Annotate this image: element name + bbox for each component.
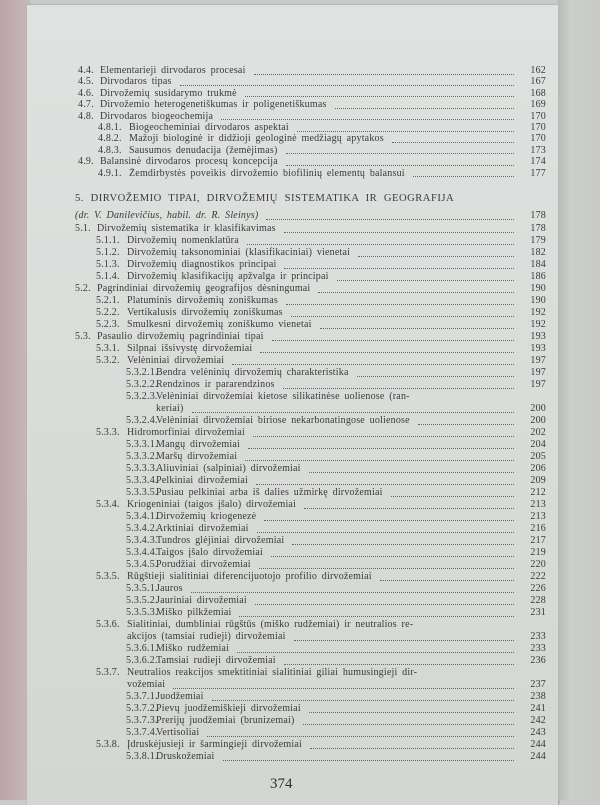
toc-entry-page: 233	[530, 630, 546, 642]
toc-entry-continuation	[127, 679, 546, 691]
toc-entry-title: Aliuviniai (salpiniai) dirvožemiai	[156, 462, 301, 474]
toc-entry	[126, 607, 546, 619]
toc-entry-page: 167	[530, 76, 546, 88]
toc-entry-title: Sialitiniai, dumbliniai rūgštūs (miško rudžemiai) ir neutralios re-	[127, 618, 414, 630]
dot-leader	[253, 435, 514, 437]
dot-leader	[304, 507, 514, 509]
toc-entry	[78, 99, 546, 110]
toc-entry-number: 5.3.3.3.	[126, 462, 158, 474]
toc-entry	[96, 271, 546, 283]
toc-entry	[126, 523, 546, 535]
toc-entry-title-continuation: keriai)	[156, 402, 184, 414]
toc-entry-title: Sausumos denudacija (žemėjimas)	[129, 144, 278, 156]
dot-leader	[180, 84, 514, 86]
toc-entry-number: 5.3.5.1.	[126, 582, 158, 594]
toc-entry-title: Kriogeniniai (taigos įšalo) dirvožemiai	[127, 498, 297, 510]
toc-entry	[126, 475, 546, 487]
toc-entry-title: Hidromorfiniai dirvožemiai	[127, 426, 246, 438]
toc-entry-title: Dirvodaros tipas	[100, 76, 172, 88]
toc-entry-page: 212	[530, 486, 546, 498]
toc-entry	[75, 331, 546, 343]
toc-entry-title: Tamsiai rudieji dirvožemiai	[156, 654, 276, 666]
toc-entry-title: Platuminis dirvožemių zoniškumas	[127, 294, 278, 306]
toc-entry-page: 179	[530, 234, 546, 246]
toc-entry-title: Pievų juodžemiškieji dirvožemiai	[156, 702, 301, 714]
toc-entry-title: Druskožemiai	[156, 750, 215, 762]
toc-entry	[96, 307, 546, 319]
dot-leader	[303, 723, 515, 725]
section-5-entries	[0, 223, 600, 763]
toc-entry-page: 206	[530, 462, 546, 474]
toc-entry-page: 226	[530, 582, 546, 594]
chapter-authors-row	[75, 210, 546, 222]
toc-entry-number: 5.3.4.3.	[126, 534, 158, 546]
toc-entry-page: 205	[530, 450, 546, 462]
toc-entry-page: 162	[530, 65, 546, 76]
toc-entry-number: 5.3.4.1.	[126, 510, 158, 522]
toc-entry-number: 5.2.	[75, 282, 91, 294]
toc-entry-number: 5.1.2.	[96, 246, 120, 258]
dot-leader	[192, 411, 515, 413]
toc-entry	[75, 283, 546, 295]
toc-entry-number: 5.3.1.	[96, 342, 120, 354]
toc-entry	[126, 583, 546, 595]
toc-entry-title: Pasaulio dirvožemių pagrindiniai tipai	[97, 330, 264, 342]
toc-entry-title: Vertisoliai	[156, 726, 200, 738]
toc-entry	[96, 295, 546, 307]
toc-entry-page: 193	[530, 342, 546, 354]
dot-leader	[310, 747, 514, 749]
toc-entry-page: 209	[530, 474, 546, 486]
dot-leader	[256, 483, 514, 485]
toc-entry-title: Mangų dirvožemiai	[156, 438, 240, 450]
toc-entry-number: 5.3.2.	[96, 354, 120, 366]
dot-leader	[418, 423, 514, 425]
toc-entry-number: 4.6.	[78, 87, 94, 99]
toc-entry	[126, 367, 546, 379]
toc-entry-page: 197	[530, 378, 546, 390]
toc-entry-title: Rūgštieji sialitiniai diferencijuotojo profilio dirvožemiai	[127, 570, 372, 582]
toc-entry	[96, 571, 546, 583]
toc-entry-page: 170	[530, 121, 546, 133]
toc-entry-title: Neutralios reakcijos smektitiniai sialitiniai giliai humusingieji dir-	[127, 666, 418, 678]
dot-leader	[272, 339, 514, 341]
toc-entry	[96, 427, 546, 439]
toc-entry	[126, 715, 546, 727]
toc-entry-page: 244	[530, 738, 546, 750]
dot-leader	[284, 231, 514, 233]
dot-leader	[309, 471, 514, 473]
toc-entry-number: 5.3.3.5.	[126, 486, 158, 498]
toc-entry-number: 5.3.7.	[96, 666, 120, 678]
toc-entry-title: Įdruskėjusieji ir šarmingieji dirvožemiai	[127, 738, 302, 750]
toc-entry-title: Dirvodaros biogeochemija	[100, 110, 214, 122]
toc-entry-page: 200	[530, 414, 546, 426]
toc-entry-page: 217	[530, 534, 546, 546]
dot-leader	[207, 735, 514, 737]
toc-entry-page: 220	[530, 558, 546, 570]
toc-entry	[126, 451, 546, 463]
toc-entry	[96, 355, 546, 367]
toc-entry-page: 193	[530, 330, 546, 342]
toc-entry	[98, 133, 546, 144]
toc-entry-number: 5.1.1.	[96, 234, 120, 246]
toc-entry	[96, 235, 546, 247]
toc-entry-title: Juodžemiai	[156, 690, 204, 702]
dot-leader	[284, 663, 514, 665]
toc-entry-page: 200	[530, 402, 546, 414]
toc-entry-title: Jauros	[156, 582, 183, 594]
toc-entry-number: 4.8.3.	[98, 144, 122, 156]
dot-leader	[212, 699, 514, 701]
toc-entry-number: 4.7.	[78, 99, 94, 111]
toc-entry-page: 236	[530, 654, 546, 666]
toc-entry-page: 177	[530, 167, 546, 179]
toc-entry-page: 192	[530, 318, 546, 330]
dot-leader	[380, 579, 514, 581]
toc-entry-number: 5.3.5.2.	[126, 594, 158, 606]
toc-entry-number: 4.9.1.	[98, 167, 122, 179]
toc-entry-number: 5.3.7.4.	[126, 726, 158, 738]
toc-entry-title: Vertikalusis dirvožemių zoniškumas	[127, 306, 283, 318]
dot-leader	[286, 164, 514, 166]
toc-entry	[98, 145, 546, 156]
toc-entry-number: 5.1.4.	[96, 270, 120, 282]
toc-entry-title: Prerijų juodžemiai (brunizemai)	[156, 714, 295, 726]
toc-entry	[126, 703, 546, 715]
toc-entry-number: 5.3.6.2.	[126, 654, 158, 666]
dot-leader	[413, 175, 514, 177]
toc-entry	[78, 111, 546, 122]
toc-entry-title: Dirvožemių sistematika ir klasifikavimas	[97, 222, 276, 234]
toc-entry-number: 5.3.2.3.	[126, 390, 158, 402]
toc-entry	[126, 547, 546, 559]
toc-entry	[78, 156, 546, 167]
table-of-contents	[0, 65, 600, 763]
toc-entry-continuation	[156, 403, 546, 415]
toc-entry-title: Miško pilkžemiai	[156, 606, 232, 618]
toc-entry-number: 4.4.	[78, 65, 94, 76]
toc-entry-number: 5.3.7.2.	[126, 702, 158, 714]
toc-entry-title: Pusiau pelkiniai arba iš dalies užmirkę dirvožemiai	[156, 486, 383, 498]
toc-entry-number: 5.3.3.4.	[126, 474, 158, 486]
toc-entry-page: 241	[530, 702, 546, 714]
toc-entry-number: 5.3.6.	[96, 618, 120, 630]
toc-entry-page: 242	[530, 714, 546, 726]
toc-entry-number: 5.3.4.4.	[126, 546, 158, 558]
toc-entry-title: Dirvožemio heterogenetiškumas ir poligenetiškumas	[100, 99, 327, 111]
toc-entry-title: Elementarieji dirvodaros procesai	[100, 65, 246, 76]
toc-entry-number: 5.3.7.3.	[126, 714, 158, 726]
dot-leader	[266, 218, 514, 220]
toc-entry-page: 186	[530, 270, 546, 282]
dot-leader	[318, 291, 514, 293]
toc-entry-number: 5.3.8.1.	[126, 750, 158, 762]
toc-entry-page: 219	[530, 546, 546, 558]
toc-entry	[96, 667, 546, 679]
toc-entry-title: Porudžiai dirvožemiai	[156, 558, 251, 570]
toc-entry-number: 4.8.2.	[98, 133, 122, 145]
toc-entry	[98, 168, 546, 179]
toc-entry-title: Rendzinos ir pararendzinos	[156, 378, 275, 390]
toc-entry-page: 168	[530, 87, 546, 99]
toc-entry-page: 184	[530, 258, 546, 270]
dot-leader	[245, 459, 514, 461]
dot-leader	[271, 555, 514, 557]
toc-entry-title: Dirvožemių taksonominiai (klasifikaciniai) vienetai	[127, 246, 351, 258]
toc-entry	[96, 319, 546, 331]
dot-leader	[358, 255, 514, 257]
toc-entry	[75, 223, 546, 235]
toc-entry-page: 222	[530, 570, 546, 582]
toc-entry-page: 174	[530, 156, 546, 168]
toc-entry-title-continuation: akcijos (tamsiai rudieji) dirvožemiai	[127, 630, 286, 642]
toc-entry-title: Velėniniai dirvožemiai	[127, 354, 225, 366]
dot-leader	[232, 363, 514, 365]
dot-leader	[357, 375, 514, 377]
toc-entry-title: Dirvožemių diagnostikos principai	[127, 258, 277, 270]
toc-entry	[96, 343, 546, 355]
dot-leader	[292, 543, 514, 545]
toc-entry-title: Maršų dirvožemiai	[156, 450, 238, 462]
toc-entry	[78, 76, 546, 87]
toc-entry-number: 5.2.2.	[96, 306, 120, 318]
dot-leader	[320, 327, 514, 329]
toc-entry	[126, 727, 546, 739]
toc-entry-page: 243	[530, 726, 546, 738]
toc-entry	[126, 511, 546, 523]
toc-entry	[126, 751, 546, 763]
toc-entry	[96, 739, 546, 751]
dot-leader	[264, 519, 514, 521]
toc-entry-page: 178	[530, 222, 546, 234]
toc-entry-continuation	[127, 631, 546, 643]
toc-entry-title: Miško rudžemiai	[156, 642, 230, 654]
toc-entry-page: 173	[530, 144, 546, 156]
toc-entry-title: Dirvožemių kriogenezė	[156, 510, 257, 522]
toc-entry-title: Bendra velėninių dirvožemių charakteristika	[156, 366, 349, 378]
dot-leader	[255, 603, 514, 605]
toc-entry-number: 5.3.2.4.	[126, 414, 158, 426]
toc-entry	[126, 415, 546, 427]
toc-entry-number: 5.3.4.5.	[126, 558, 158, 570]
toc-entry-title: Pagrindiniai dirvožemių geografijos dėsningumai	[97, 282, 311, 294]
toc-entry	[126, 535, 546, 547]
toc-entry-number: 4.9.	[78, 156, 94, 168]
toc-entry-title: Dirvožemių susidarymo trukmė	[100, 87, 237, 99]
chapter-heading: 5. DIRVOŽEMIO TIPAI, DIRVOŽEMIŲ SISTEMATIKA IR GEOGRAFIJA	[75, 192, 455, 204]
toc-entry	[96, 499, 546, 511]
toc-entry	[126, 559, 546, 571]
toc-entry-page: 213	[530, 510, 546, 522]
dot-leader	[260, 351, 514, 353]
toc-entry	[126, 595, 546, 607]
toc-entry-number: 5.3.2.2.	[126, 378, 158, 390]
toc-entry-number: 5.1.	[75, 222, 91, 234]
toc-entry-title: Tundros glėjiniai dirvožemiai	[156, 534, 285, 546]
toc-entry	[126, 643, 546, 655]
dot-leader	[335, 107, 514, 109]
toc-entry-title: Žemdirbystės poveikis dirvožemio biofilinių elementų balansui	[129, 167, 405, 179]
toc-entry-title: Velėniniai dirvožemiai kietose silikatinėse uolienose (ran-	[156, 390, 410, 402]
toc-entry-title: Dirvožemių nomenklatūra	[127, 234, 239, 246]
toc-entry-page: 237	[530, 678, 546, 690]
toc-entry-title: Biogeocheminiai dirvodaros aspektai	[129, 121, 289, 133]
toc-entry-page: 170	[530, 133, 546, 145]
toc-entry-number: 4.5.	[78, 76, 94, 88]
dot-leader	[223, 759, 515, 761]
toc-entry-page: 244	[530, 750, 546, 762]
toc-entry-page: 182	[530, 246, 546, 258]
dot-leader	[245, 95, 514, 97]
toc-entry-number: 5.3.3.1.	[126, 438, 158, 450]
toc-entry-number: 5.1.3.	[96, 258, 120, 270]
toc-entry-number: 4.8.	[78, 110, 94, 122]
toc-entry-title: Velėniniai dirvožemiai biriose nekarbonatingose uolienose	[156, 414, 410, 426]
toc-entry-title: Silpnai išsivystę dirvožemiai	[127, 342, 253, 354]
dot-leader	[254, 73, 514, 75]
toc-entry	[126, 655, 546, 667]
dot-leader	[247, 243, 514, 245]
toc-entry	[126, 691, 546, 703]
toc-entry	[96, 247, 546, 259]
dot-leader	[221, 118, 514, 120]
dot-leader	[248, 447, 514, 449]
toc-entry-number: 5.2.3.	[96, 318, 120, 330]
toc-entry-page: 213	[530, 498, 546, 510]
toc-entry-title: Taigos įšalo dirvožemiai	[156, 546, 263, 558]
toc-entry-page: 197	[530, 366, 546, 378]
toc-entry-page: 238	[530, 690, 546, 702]
toc-entry-page: 169	[530, 99, 546, 111]
toc-entry-page: 192	[530, 306, 546, 318]
toc-entry	[126, 463, 546, 475]
toc-entry	[126, 391, 546, 403]
toc-entry-title: Jauriniai dirvožemiai	[156, 594, 247, 606]
toc-entry	[98, 122, 546, 133]
dot-leader	[237, 651, 514, 653]
toc-entry-title: Balansinė dirvodaros procesų koncepcija	[100, 156, 278, 168]
toc-entry-title: Smulkesni dirvožemių zoniškumo vienetai	[127, 318, 312, 330]
toc-entry	[96, 259, 546, 271]
dot-leader	[309, 711, 514, 713]
toc-entry-title: Pelkiniai dirvožemiai	[156, 474, 249, 486]
toc-entry-title: Dirvožemių klasifikacijų apžvalga ir principai	[127, 270, 329, 282]
dot-leader	[291, 315, 514, 317]
dot-leader	[284, 267, 514, 269]
dot-leader	[283, 387, 514, 389]
toc-entry-page: 204	[530, 438, 546, 450]
chapter-authors-page: 178	[530, 209, 546, 221]
dot-leader	[257, 531, 514, 533]
toc-entry-number: 5.3.	[75, 330, 91, 342]
toc-entry-page: 190	[530, 294, 546, 306]
toc-entry-title: Arktiniai dirvožemiai	[156, 522, 249, 534]
dot-leader	[337, 279, 514, 281]
dot-leader	[294, 639, 514, 641]
toc-entry-number: 5.3.5.	[96, 570, 120, 582]
toc-entry-page: 197	[530, 354, 546, 366]
toc-entry-page: 216	[530, 522, 546, 534]
chapter-authors: (dr. V. Danilevičius, habil. dr. R. Šleinys)	[75, 209, 259, 221]
toc-entry-number: 5.3.3.	[96, 426, 120, 438]
dot-leader	[239, 615, 514, 617]
dot-leader	[391, 495, 514, 497]
toc-entry	[96, 619, 546, 631]
toc-entry-number: 4.8.1.	[98, 121, 122, 133]
toc-entry-page: 170	[530, 110, 546, 122]
toc-entry	[126, 379, 546, 391]
dot-leader	[173, 687, 514, 689]
toc-entry-page: 228	[530, 594, 546, 606]
toc-entry	[126, 487, 546, 499]
toc-entry-page: 233	[530, 642, 546, 654]
toc-entry-number: 5.3.4.2.	[126, 522, 158, 534]
toc-entry-page: 190	[530, 282, 546, 294]
toc-entry-title-continuation: vožemiai	[127, 678, 166, 690]
dot-leader	[191, 591, 514, 593]
dot-leader	[286, 303, 514, 305]
dot-leader	[259, 567, 514, 569]
toc-entry-number: 5.3.7.1.	[126, 690, 158, 702]
toc-entry-number: 5.2.1.	[96, 294, 120, 306]
toc-entry-number: 5.3.8.	[96, 738, 120, 750]
toc-entry-number: 5.3.2.1.	[126, 366, 158, 378]
toc-entry	[126, 439, 546, 451]
toc-entry-page: 231	[530, 606, 546, 618]
page-number: 374	[270, 776, 293, 792]
toc-entry-number: 5.3.4.	[96, 498, 120, 510]
toc-entry-number: 5.3.5.3.	[126, 606, 158, 618]
dot-leader	[392, 141, 514, 143]
toc-entry-title: Mažoji biologinė ir didžioji geologinė medžiagų apytakos	[129, 133, 384, 145]
toc-entry-number: 5.3.3.2.	[126, 450, 158, 462]
dot-leader	[286, 152, 515, 154]
toc-entry	[78, 65, 546, 76]
dot-leader	[297, 130, 514, 132]
toc-entry-page: 202	[530, 426, 546, 438]
toc-entry	[78, 88, 546, 99]
toc-entry-number: 5.3.6.1.	[126, 642, 158, 654]
section-4-entries	[0, 65, 600, 179]
